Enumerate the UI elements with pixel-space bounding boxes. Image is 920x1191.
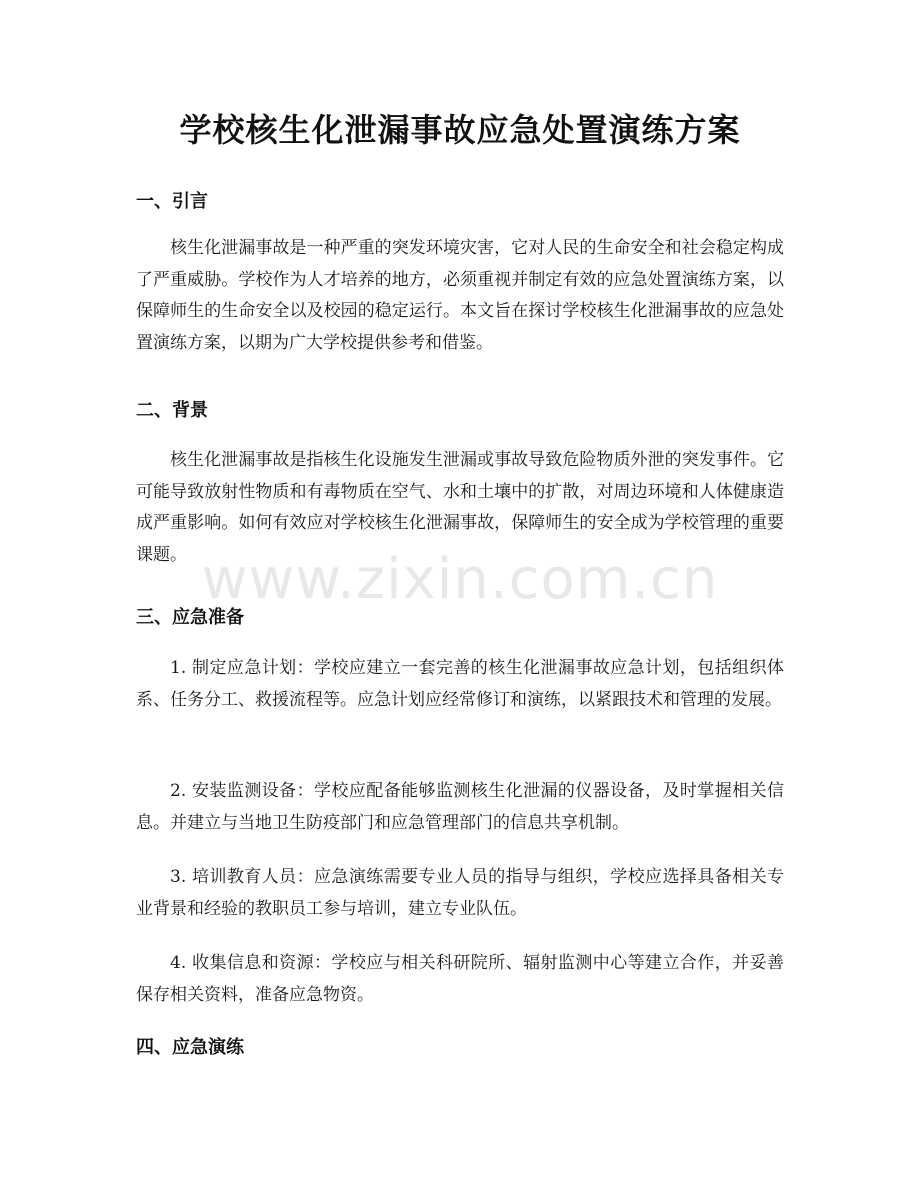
paragraph-introduction: 核生化泄漏事故是一种严重的突发环境灾害，它对人民的生命安全和社会稳定构成了严重威胁。学校作为人才培养的地方，必须重视并制定有效的应急处置演练方案，以保障师生的生命安全以及校园的稳定运行。本文旨在探讨学校核生化泄漏事故的应急处置演练方案，以期为广大学校提供参考和借鉴。 [136,238,784,353]
section-heading-emergency-drill: 四、应急演练 [136,1037,244,1058]
list-item-monitoring-equipment: 2. 安装监测设备：学校应配备能够监测核生化泄漏的仪器设备，及时掌握相关信息。并建立与当地卫生防疫部门和应急管理部门的信息共享机制。 [136,781,784,833]
list-item-staff-training: 3. 培训教育人员：应急演练需要专业人员的指导与组织，学校应选择具备相关专业背景和经验的教职员工参与培训，建立专业队伍。 [136,867,784,919]
watermark: www.zixin.com.cn [201,547,719,612]
section-heading-background: 二、背景 [136,400,208,421]
list-item-emergency-plan: 1. 制定应急计划：学校应建立一套完善的核生化泄漏事故应急计划，包括组织体系、任务分工、救援流程等。应急计划应经常修订和演练，以紧跟技术和管理的发展。 [136,658,784,710]
list-item-information-resources: 4. 收集信息和资源：学校应与相关科研院所、辐射监测中心等建立合作，并妥善保存相关资料，准备应急物资。 [136,953,784,1005]
section-heading-introduction: 一、引言 [136,191,208,212]
document-title: 学校核生化泄漏事故应急处置演练方案 [179,111,741,149]
paragraph-background: 核生化泄漏事故是指核生化设施发生泄漏或事故导致危险物质外泄的突发事件。它可能导致放射性物质和有毒物质在空气、水和土壤中的扩散，对周边环境和人体健康造成严重影响。如何有效应对学校核生化泄漏事故，保障师生的安全成为学校管理的重要课题。 [136,450,784,565]
section-heading-emergency-preparation: 三、应急准备 [136,607,244,628]
